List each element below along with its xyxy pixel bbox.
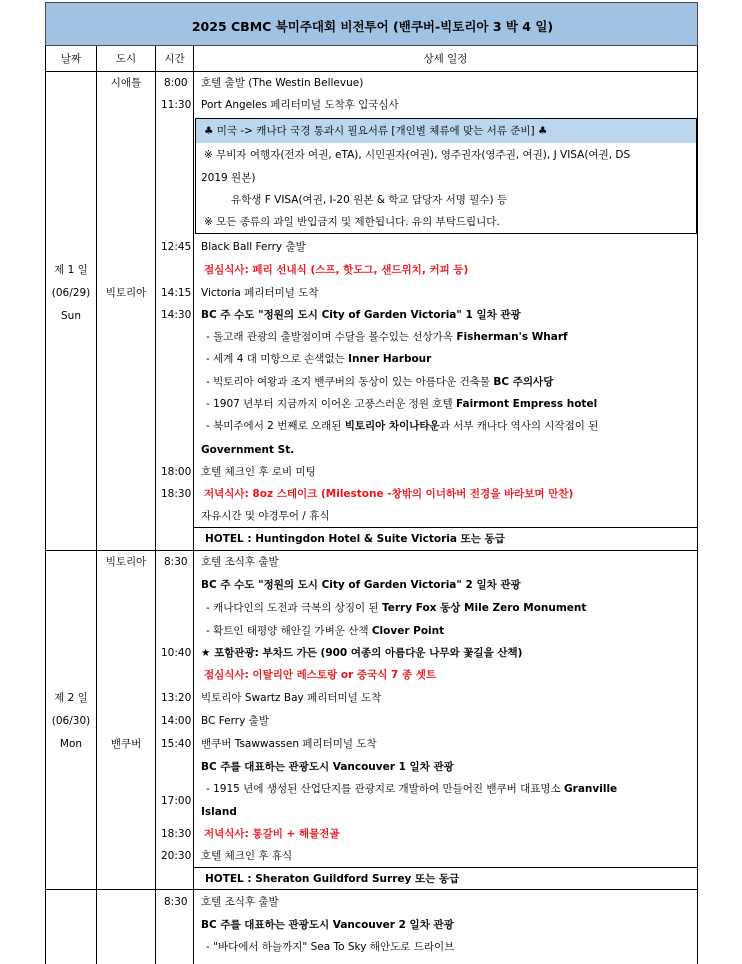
tour-bullet [206, 352, 431, 366]
hotel-info: HOTEL : Sheraton Guildford Surrey 또는 동급 [205, 873, 460, 885]
bullet-place: Fisherman's Wharf [456, 331, 568, 343]
time-cell: 18:30 [161, 828, 192, 840]
day1-city-victoria: 빅토리아 [105, 287, 147, 299]
time-cell: 14:15 [161, 287, 192, 299]
header-detail: 상세 일정 [423, 53, 468, 65]
time-cell: 11:30 [161, 99, 192, 111]
tour-heading: BC 주 수도 "정원의 도시 City of Garden Victoria" 1 일차 관광 [201, 309, 521, 321]
table-border-left [45, 46, 46, 964]
bullet-place: Inner Harbour [348, 353, 432, 365]
day2-label: 제 2 일 [54, 692, 88, 704]
col-divider-time [193, 46, 194, 964]
time-cell: 20:30 [161, 850, 192, 862]
schedule-text: 호텔 체크인 후 로비 미팅 [201, 466, 316, 478]
bullet-text: - 확트인 태평양 해안길 가벼운 산책 [206, 625, 372, 637]
dinner-text: 저녁식사: 8oz 스테이크 (Milestone -창밖의 이너하버 전경을 바라보며 만찬) [204, 488, 574, 500]
day1-weekday: Sun [61, 310, 81, 322]
schedule-text: Victoria 페리터미널 도착 [201, 287, 319, 299]
day2-city-vancouver: 밴쿠버 [110, 738, 142, 750]
bullet-text: - 돌고래 관광의 출발점이며 수달을 볼수있는 선상가옥 [206, 331, 457, 343]
header-date: 날짜 [60, 53, 82, 65]
page-title: 2025 CBMC 북미주대회 비전투어 (밴쿠버-빅토리아 3 박 4 일) [191, 19, 554, 34]
title-bar [45, 2, 698, 46]
header-bottom-line [45, 71, 698, 72]
bullet-place: 빅토리아 차이나타운 [344, 420, 440, 432]
bullet-place: Island [201, 806, 237, 818]
tour-heading: BC 주를 대표하는 관광도시 Vancouver 1 일차 관광 [201, 761, 454, 773]
bullet-text: - 1907 년부터 지금까지 이어온 고풍스러운 정원 호텔 [206, 398, 456, 410]
schedule-text: 호텔 체크인 후 휴식 [201, 850, 293, 862]
day2-hotel-top-line [193, 867, 698, 868]
header-time: 시간 [164, 53, 185, 65]
tour-bullet [206, 330, 568, 344]
dinner-text: 저녁식사: 통갈비 + 해물전골 [204, 828, 340, 840]
bullet-place: Terry Fox 동상 Mile Zero Monument [381, 602, 587, 614]
lunch-text: 점심식사: 이탈리안 레스토랑 or 중국식 7 종 셋트 [204, 669, 437, 681]
day2-city-victoria: 빅토리아 [105, 556, 147, 568]
schedule-text: 밴쿠버 Tsawwassen 페리터미널 도착 [201, 738, 377, 750]
hotel-info: HOTEL : Huntingdon Hotel & Suite Victoria 또는 동급 [205, 533, 505, 545]
col-divider-date [96, 46, 97, 964]
time-cell: 14:30 [161, 309, 192, 321]
header-city: 도시 [115, 53, 137, 65]
schedule-text: 호텔 조식후 출발 [201, 896, 279, 908]
bullet-place: Fairmont Empress hotel [455, 398, 598, 410]
tour-heading: BC 주를 대표하는 관광도시 Vancouver 2 일차 관광 [201, 919, 454, 931]
tour-bullet [206, 375, 553, 389]
schedule-text: 자유시간 및 야경투어 / 휴식 [201, 510, 330, 522]
tour-heading: BC 주 수도 "정원의 도시 City of Garden Victoria" 2 일차 관광 [201, 579, 521, 591]
time-cell: 8:00 [164, 77, 188, 89]
schedule-text: 호텔 조식후 출발 [201, 556, 279, 568]
option-tour: ★ 포함관광: 부차드 가든 (900 여종의 아름다운 나무와 꽃길을 산책) [201, 647, 523, 659]
bullet-place: Clover Point [371, 625, 445, 637]
tour-bullet [206, 782, 617, 796]
schedule-text: 빅토리아 Swartz Bay 페리터미널 도착 [201, 692, 382, 704]
day2-date: (06/30) [51, 715, 91, 727]
time-cell: 18:30 [161, 488, 192, 500]
bullet-text: - 세계 4 대 미항으로 손색없는 [206, 353, 349, 365]
tour-bullet [206, 419, 598, 433]
day1-city-seattle: 시애틀 [110, 77, 142, 89]
tour-bullet: - "바다에서 하늘까지" Sea To Sky 해안도로 드라이브 [206, 941, 455, 953]
notice-line: ※ 모든 종류의 과일 반입금지 및 제한됩니다. 유의 부탁드립니다. [204, 216, 500, 228]
day2-weekday: Mon [59, 738, 83, 750]
bullet-place: BC 주의사당 [493, 376, 554, 388]
notice-line: ※ 무비자 여행자(전자 여권, eTA), 시민권자(여권), 영주권자(영주권, 여권), J VISA(여권, DS [204, 149, 631, 161]
bullet-text: - 캐나다인의 도전과 극복의 상징이 된 [206, 602, 382, 614]
tour-bullet [206, 397, 597, 411]
time-cell: 13:20 [161, 692, 192, 704]
bullet-text: - 빅토리아 여왕과 조지 밴쿠버의 동상이 있는 아름다운 건축물 [206, 376, 494, 388]
lunch-text: 점심식사: 페리 선내식 (스프, 핫도그, 샌드위치, 커피 등) [204, 264, 469, 276]
day1-date: (06/29) [51, 287, 91, 299]
time-cell: 14:00 [161, 715, 192, 727]
bullet-text: - 북미주에서 2 번째로 오래된 [206, 420, 345, 432]
bullet-place: Government St. [201, 444, 295, 456]
day1-hotel-top-line [193, 527, 698, 528]
time-cell: 8:30 [164, 556, 188, 568]
time-cell: 10:40 [161, 647, 192, 659]
schedule-text: BC Ferry 출발 [201, 715, 269, 727]
day1-label: 제 1 일 [54, 264, 88, 276]
notice-header: ♣ 미국 -> 캐나다 국경 통과시 필요서류 [개인별 체류에 맞는 서류 준비] ♣ [204, 125, 548, 137]
bullet-place: Granville [564, 783, 618, 795]
schedule-text: Port Angeles 페리터미널 도착후 입국심사 [201, 99, 399, 111]
notice-line: 유학생 F VISA(여권, I-20 원본 & 학교 담당자 서명 필수) 등 [231, 194, 508, 206]
col-divider-city [155, 46, 156, 964]
time-cell: 17:00 [161, 795, 192, 807]
time-cell: 8:30 [164, 896, 188, 908]
bullet-text: - 1915 년에 생성된 산업단지를 관광지로 개발하여 만들어진 밴쿠버 대표명소 [206, 783, 565, 795]
schedule-text: 호텔 출발 (The Westin Bellevue) [201, 77, 364, 89]
day2-bottom-line [45, 889, 698, 890]
table-border-right [697, 46, 698, 964]
schedule-text: Black Ball Ferry 출발 [201, 241, 306, 253]
time-cell: 18:00 [161, 466, 192, 478]
time-cell: 15:40 [161, 738, 192, 750]
day1-bottom-line [45, 550, 698, 551]
time-cell: 12:45 [161, 241, 192, 253]
tour-bullet [206, 601, 586, 615]
tour-bullet [206, 624, 444, 638]
bullet-text: 과 서부 캐나다 역사의 시작점이 된 [439, 420, 599, 432]
notice-line: 2019 원본) [201, 172, 256, 184]
